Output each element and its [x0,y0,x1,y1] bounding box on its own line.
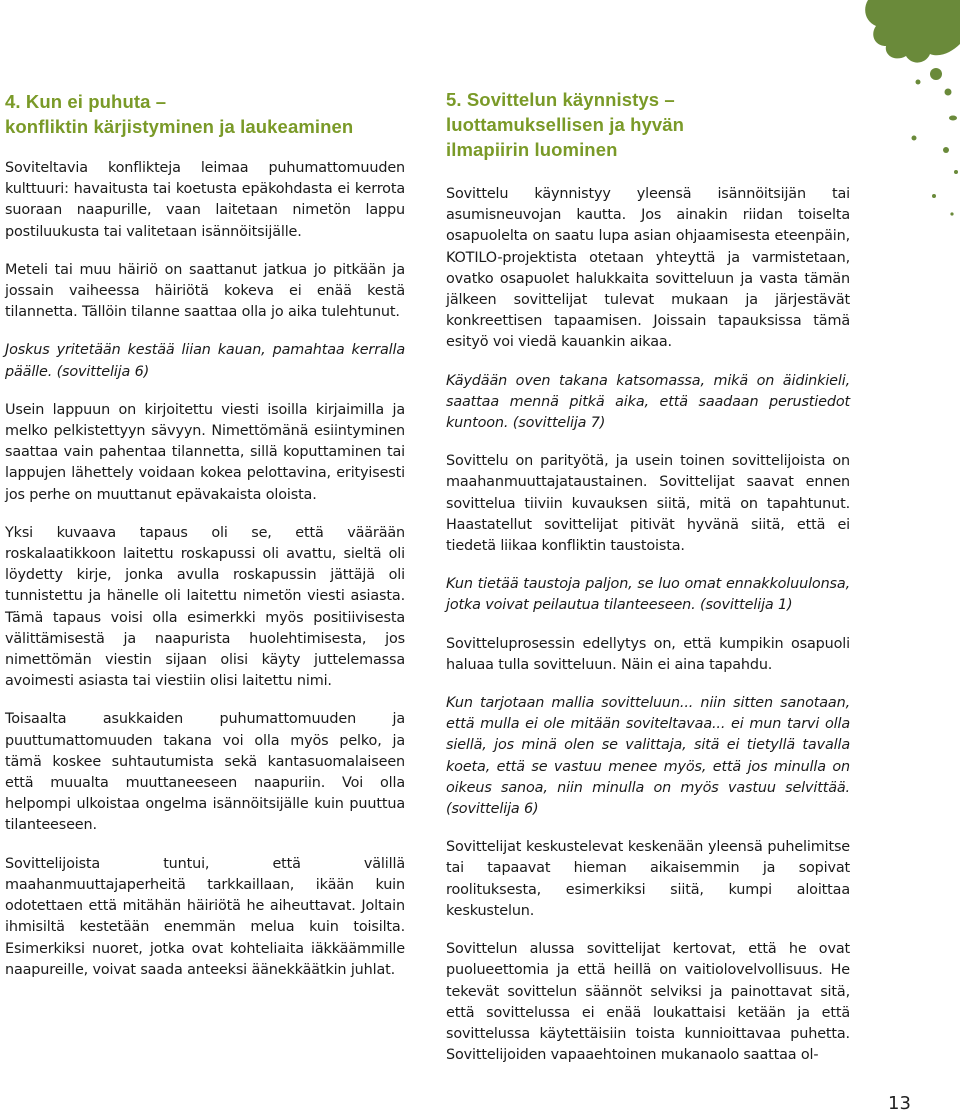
quote [446,574,850,616]
paragraph: Sovittelijoista tuntui, että välillä maahanmuuttajaperheitä tarkkaillaan, ikään kuin odotettaen että mitähän häiriötä he aiheuttavat. Joltain ihmisiltä kestetään enemmän melua kuin toisilta. Esimerkiksi nuoret, jotka ovat kohteliaita iäkkäämmille naapureille, voivat saada anteeksi äänekkäätkin juhlat. [5,855,405,978]
paragraph: Toisaalta asukkaiden puhumattomuuden ja puuttumattomuuden takana voi olla myös pelko, ja tämä koskee suhtautumista sekä kantasuomalaiseen että muualta muuttaneeseen naapuriin. Voi olla helpompi ulkoistaa ongelma isännöitsijälle kuin puuttua tilanteeseen. [5,711,405,834]
quote [446,371,850,435]
quote [446,693,850,820]
paragraph: Sovittelu käynnistyy yleensä isännöitsijän tai asumisneuvojan kautta. Jos ainakin riidan toiselta osapuolelta on saatu lupa asian ohjaamisesta eteenpäin, KOTILO-projektista otetaan yhteyttä ja varmistetaan, ovatko osapuolet halukkaita sovitteluun ja vasta tämän jälkeen sovittelijat tulevat mukaan ja järjestävät konkreettisen tapaamisen. Joissain tapauksissa tämä esityö voi viedä kauankin aikaa. [446,186,850,351]
paragraph: Sovittelun alussa sovittelijat kertovat, että he ovat puolueettomia ja että heillä on vaitiolovelvollisuus. He tekevät sovittelun säännöt selviksi ja painottavat sitä, että sovittelussa ei enää loukattaisi ketään ja että sovittelussa käytettäisiin toista kunnioittavaa puhetta. Sovittelijoiden vapaaehtoinen mukanaolo saattaa ol- [446,941,850,1064]
quote-source: (sovittelija 1) [700,597,793,614]
quote-text: Kun tarjotaan mallia sovitteluun... niin sitten sanotaan, että mulla ei ole mitään soviteltavaa... ei mun tarvi olla siellä, jos minä olen se valittaja, sitä ei tietyllä tavalla koeta, että se vastuu menee myös, että jos minulla on oikeus sanoa, niin minulla on myös vastuu selvittää. [446,695,850,796]
left-column [5,0,405,981]
paragraph: Yksi kuvaava tapaus oli se, että väärään roskalaatikkoon laitettu roskapussi oli avattu, sieltä oli löydetty kirje, jonka avulla roskapussin jättäjä oli tunnistettu ja hänelle oli laitettu nimetön viesti asiasta. Tämä tapaus voisi olla esimerkki myös positiivisesta välittämisestä ja naapurista huolehtimisesta, jos nimettömän viestin sijaan olisi käyty juttelemassa avoimesti asiasta tai viestiin olisi laitettu nimi. [5,524,405,690]
quote [5,340,405,382]
page-number: 13 [888,1093,911,1114]
heading-line: ilmapiirin luominen [446,139,618,160]
paragraph: Meteli tai muu häiriö on saattanut jatkua jo pitkään ja jossain vaiheessa häiriötä kokeva ei enää kestä tilannetta. Tällöin tilanne saattaa olla jo aika tulehtunut. [5,261,405,321]
quote-source: (sovittelija 6) [446,801,539,818]
quote-source: (sovittelija 6) [56,363,150,380]
heading-line: luottamuksellisen ja hyvän [446,114,685,135]
paragraph: Soviteltavia konflikteja leimaa puhumattomuuden kulttuuri: havaitusta tai koetusta epäkohdasta ei kerrota suoraan naapurille, vaan laitetaan nimetön lappu postiluukusta tai valitetaan isännöitsijälle. [5,160,405,240]
section-heading-4 [5,89,405,139]
right-column [446,0,850,1066]
paragraph: Sovitteluprosessin edellytys on, että kumpikin osapuoli haluaa tulla sovitteluun. Näin ei aina tapahdu. [446,635,850,673]
heading-line: konfliktin kärjistyminen ja laukeaminen [5,116,354,137]
paragraph: Sovittelijat keskustelevat keskenään yleensä puhelimitse tai tapaavat hieman aikaisemmin ja sopivat roolituksesta, esimerkiksi siitä, kumpi aloittaa keskustelun. [446,839,850,919]
quote-source: (sovittelija 7) [512,415,606,432]
quote-text: Käydään oven takana katsomassa, mikä on äidinkieli, saattaa mennä pitkä aika, että saadaan perustiedot kuntoon. [446,372,850,432]
heading-line: 4. Kun ei puhuta – [5,91,167,112]
quote-text: Kun tietää taustoja paljon, se luo omat ennakkoluulonsa, jotka voivat peilautua tilanteeseen. [446,576,850,614]
heading-line: 5. Sovittelun käynnistys – [446,89,675,110]
paragraph: Usein lappuun on kirjoitettu viesti isoilla kirjaimilla ja melko pelkistettyyn sävyyn. Nimettömänä esiintyminen saattaa vain pahentaa tilannetta, sillä koputtaminen tai lappujen lähettely voidaan kokea pelottavina, erityisesti jos perhe on muuttanut epävakaista oloista. [5,401,405,503]
quote-text: Joskus yritetään kestää liian kauan, pamahtaa kerralla päälle. [5,342,405,380]
section-heading-5 [446,87,850,162]
paragraph: Sovittelu on parityötä, ja usein toinen sovittelijoista on maahanmuuttajataustainen. Sovittelijat saavat ennen sovittelua tiiviin kuvauksen siitä, mitä on tapahtunut. Haastatellut sovittelijat pitivät hyvänä siitä, että ei tiedetä liikaa konfliktin taustoista. [446,453,850,555]
